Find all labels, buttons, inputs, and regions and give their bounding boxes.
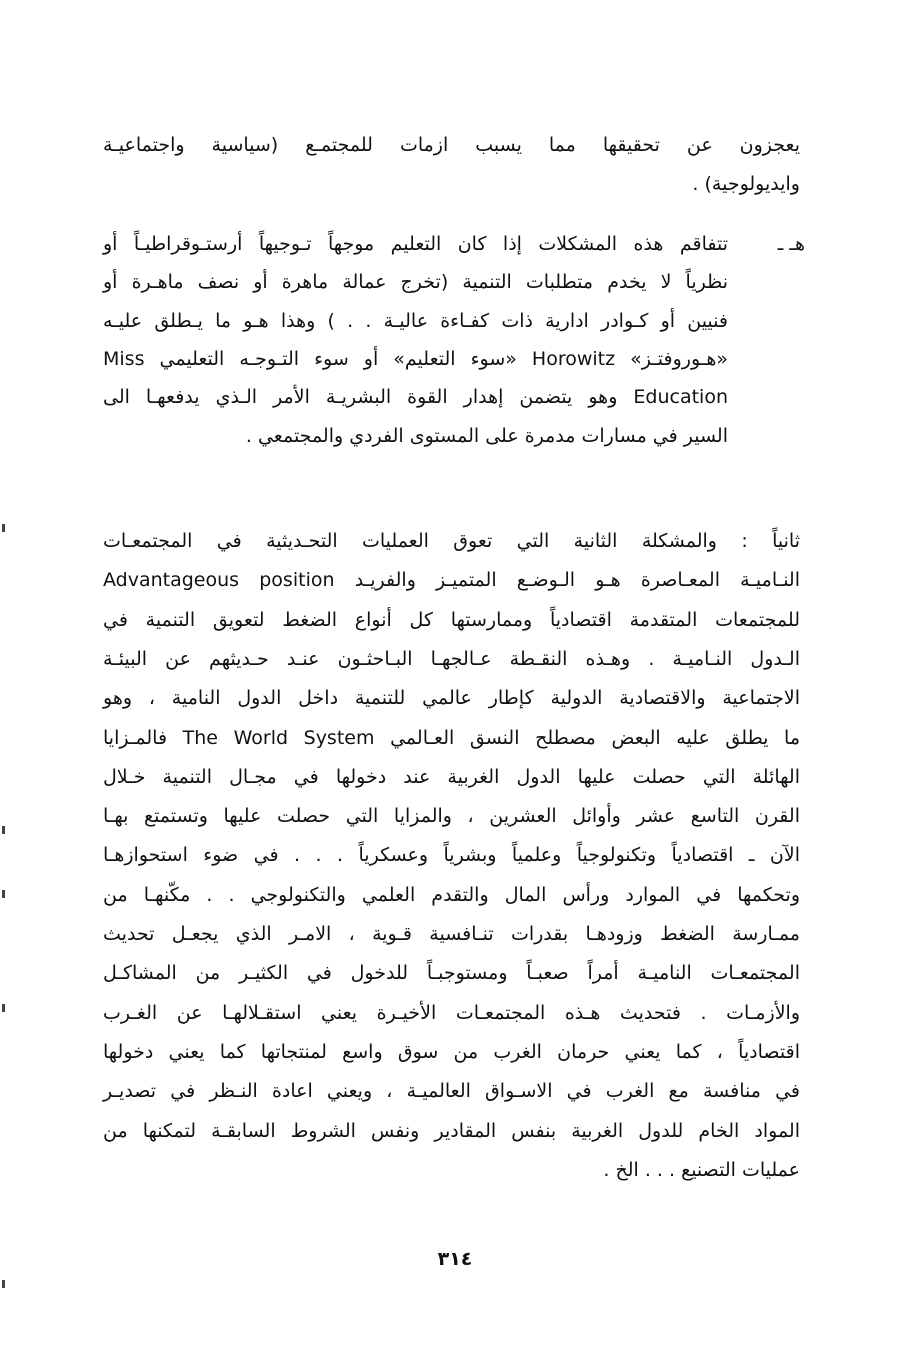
page-number: ٣١٤ [437,1248,473,1270]
text-line: عمليات التصنيع . . . الخ . [603,1158,800,1181]
text-line: فنيين أو كـوادر ادارية ذات كفـاءة عاليـة . . ) وهذا هـو ما يـطلق عليـه [103,309,728,332]
text-line: النـاميـة المعـاصرة هـو الـوضـع المتميـز والفريـد Advantageous position [103,569,800,592]
scan-mark [2,890,5,898]
scan-mark [2,1280,5,1288]
item-marker: هـ ـ [777,233,805,255]
text-line: وايديولوجية) . [692,173,800,195]
text-line: وتحكمها في الموارد ورأس المال والتقدم العلمي والتكنولوجي . . مكّنهـا من [103,883,800,906]
text-line: المجتمعـات الناميـة أمراً صعبـاً ومستوجبـاً للدخول في الكثيـر من المشاكـل [103,962,800,985]
scan-mark [2,1004,5,1012]
scan-mark [2,826,5,834]
text-line: الآن ـ اقتصادياً وتكنولوجياً وعلمياً وبشرياً وعسكرياً . . . في ضوء استحوازهـا [103,844,800,867]
text-line: المواد الخام للدول الغربية بنفس المقادير ونفس الشروط السابقـة لتمكنها من [103,1119,800,1142]
text-line: «هـوروفتـز» Horowitz «سوء التعليم» أو سوء التـوجـه التعليمي Miss [103,347,728,370]
text-line: Education وهو يتضمن إهدار القوة البشريـة الأمر الـذي يدفعهـا الى [103,386,728,409]
text-line: الهائلة التي حصلت عليها الدول الغربية عند دخولها في مجـال التنمية خـلال [103,765,800,788]
scan-mark [2,524,5,532]
text-line: في منافسة مع الغرب في الاسـواق العالميـة ، ويعني اعادة النـظر في تصديـر [103,1080,800,1103]
text-line: نظرياً لا يخدم متطلبات التنمية (تخرج عمالة ماهرة أو نصف ماهـرة أو [103,271,728,294]
text-line: ممـارسة الضغط وزودهـا بقدرات تنـافسية قـوية ، الامـر الذي يجعـل تحديث [103,923,800,945]
text-line: يعجزون عن تحقيقها مما يسبب ازمات للمجتمـع (سياسية واجتماعيـة [103,134,800,156]
text-line: اقتصادياً ، كما يعني حرمان الغرب من سوق واسع لمنتجاتها كما يعني دخولها [103,1040,800,1063]
text-line: ثانياً : والمشكلة الثانية التي تعوق العمليات التحـديثية في المجتمعـات [103,530,800,552]
text-line: ما يطلق عليه البعض مصطلح النسق العـالمي The World System فالمـزايا [103,726,801,749]
text-line: والأزمـات . فتحديث هـذه المجتمعـات الأخيـرة يعني استقـلالهـا عن الغـرب [103,1001,800,1024]
text-line: السير في مسارات مدمرة على المستوى الفردي والمجتمعي . [245,424,728,447]
text-line: الـدول النـاميـة . وهـذه النقـطة عـالجهـا البـاحثـون عنـد حـديثهم عن البيئـة [103,647,800,670]
text-line: تتفاقم هذه المشكلات إذا كان التعليم موجهاً تـوجيهاً أرستـوقراطيـاً أو [103,233,728,255]
text-line: القرن التاسع عشر وأوائل العشرين ، والمزايا التي حصلت عليها وتستمتع بهـا [103,805,800,828]
text-line: الاجتماعية والاقتصادية الدولية كإطار عالمي للتنمية داخل الدول النامية ، وهو [103,687,800,710]
text-line: للمجتمعات المتقدمة اقتصادياً وممارستها كل أنواع الضغط لتعويق التنمية في [103,608,800,631]
